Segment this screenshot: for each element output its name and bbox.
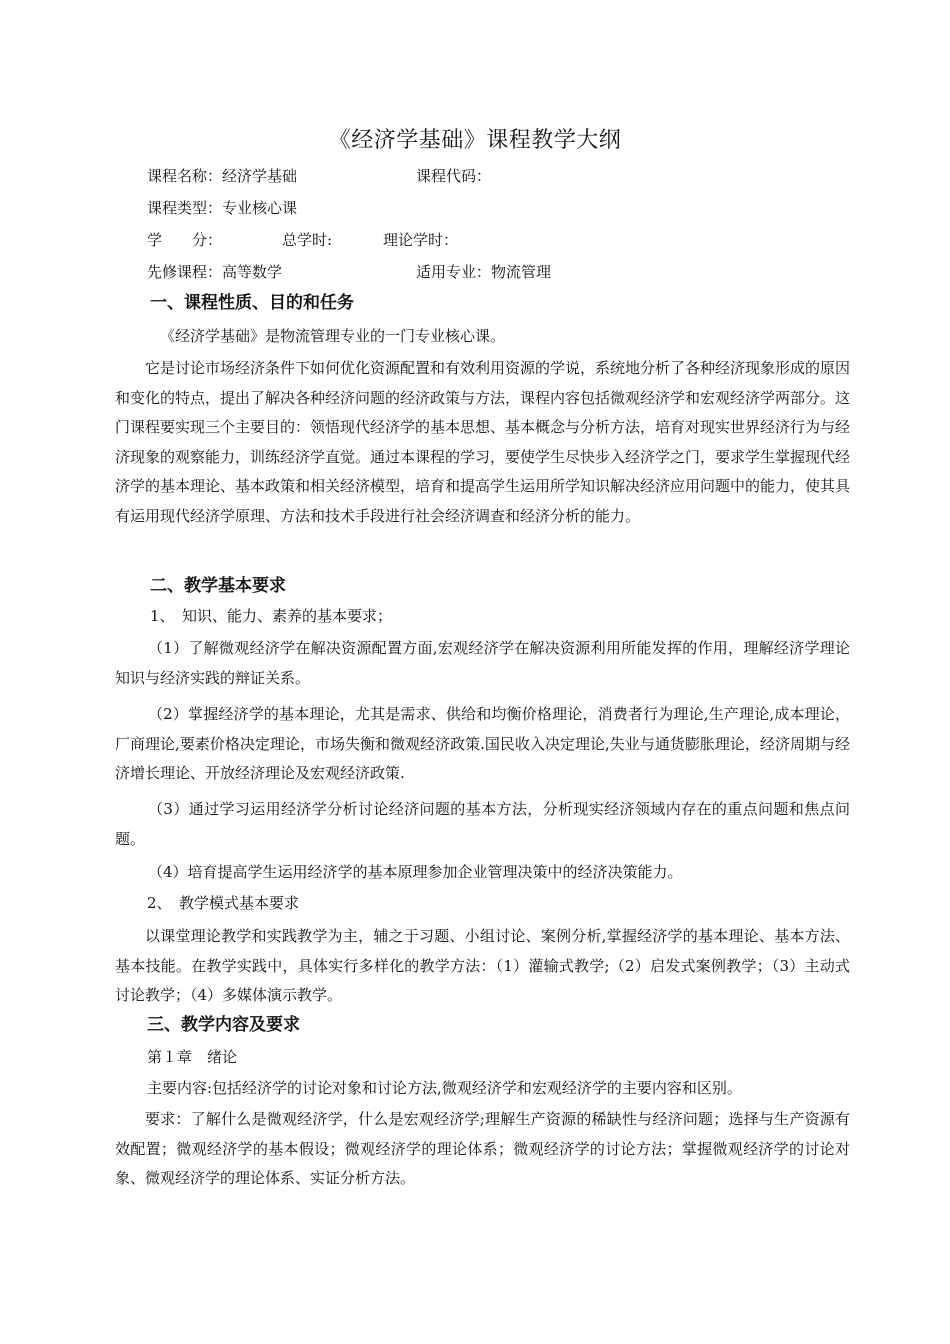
course-name: 课程名称：经济学基础 [147,167,298,185]
section2-sub1: 1、 知识、能力、素养的基本要求； [150,607,393,625]
document-title: 《经济学基础》课程教学大纲 [328,128,622,153]
section2-sub2: 2、 教学模式基本要求 [147,894,300,912]
chapter-1-content: 主要内容:包括经济学的讨论对象和讨论方法,微观经济学和宏观经济学的主要内容和区别。 [147,1079,742,1097]
chapter-1-title: 第１章 绪论 [147,1048,238,1066]
section1-intro: 《经济学基础》是物流管理专业的一门专业核心课。 [160,327,506,345]
section1-heading: 一、课程性质、目的和任务 [150,293,354,313]
section3-heading: 三、教学内容及要求 [147,1015,300,1035]
teaching-mode-paragraph: 以课堂理论教学和实践教学为主，辅之于习题、小组讨论、案例分析,掌握经济学的基本理论、基本方法、基本技能。在教学实践中，具体实行多样化的教学方法：（1）灌输式教学;（2）启发式案例教学；（3）主动式讨论教学；（4）多媒体演示教学。 [115,927,850,1005]
prerequisite: 先修课程：高等数学 [147,263,283,281]
requirement-item-4: （4）培育提高学生运用经济学的基本原理参加企业管理决策中的经济决策能力。 [148,863,683,881]
section1-paragraph: 它是讨论市场经济条件下如何优化资源配置和有效利用资源的学说，系统地分析了各种经济现象形成的原因和变化的特点，提出了解决各种经济问题的经济政策与方法，课程内容包括微观经济学和宏观经济学两部分。这门课程要实现三个主要目的：领悟现代经济学的基本思想、基本概念与分析方法，培育对现实世界经济行为与经济现象的观察能力，训练经济学直觉。通过本课程的学习，要使学生尽快步入经济学之门，要求学生掌握现代经济学的基本理论、基本政策和相关经济模型，培育和提高学生运用所学知识解决经济应用问题中的能力，使其具有运用现代经济学原理、方法和技术手段进行社会经济调查和经济分析的能力。 [115,359,851,525]
applicable-major: 适用专业：物流管理 [416,263,552,281]
requirement-item-2: （2）掌握经济学的基本理论，尤其是需求、供给和均衡价格理论，消费者行为理论,生产理论,成本理论，厂商理论,要素价格决定理论，市场失衡和微观经济政策.国民收入决定理论,失业与通货膨胀理论，经济周期与经济增长理论、开放经济理论及宏观经济政策. [115,705,850,783]
section2-heading: 二、教学基本要求 [150,576,286,596]
theory-hours: 理论学时： [383,231,459,249]
requirement-item-3: （3）通过学习运用经济学分析讨论经济问题的基本方法，分析现实经济领域内存在的重点问题和焦点问题。 [115,800,850,848]
chapter-1-requirements: 要求：了解什么是微观经济学，什么是宏观经济学;理解生产资源的稀缺性与经济问题；选择与生产资源有效配置；微观经济学的基本假设；微观经济学的理论体系；微观经济学的讨论方法；掌握微观经济学的讨论对象、微观经济学的理论体系、实证分析方法。 [115,1110,850,1188]
requirement-item-1: （1）了解微观经济学在解决资源配置方面,宏观经济学在解决资源利用所能发挥的作用，理解经济学理论知识与经济实践的辩证关系。 [115,639,850,687]
credits: 学 分： [147,231,223,249]
total-hours: 总学时: [282,231,333,249]
course-type: 课程类型：专业核心课 [147,199,298,217]
course-code: 课程代码： [416,167,492,185]
